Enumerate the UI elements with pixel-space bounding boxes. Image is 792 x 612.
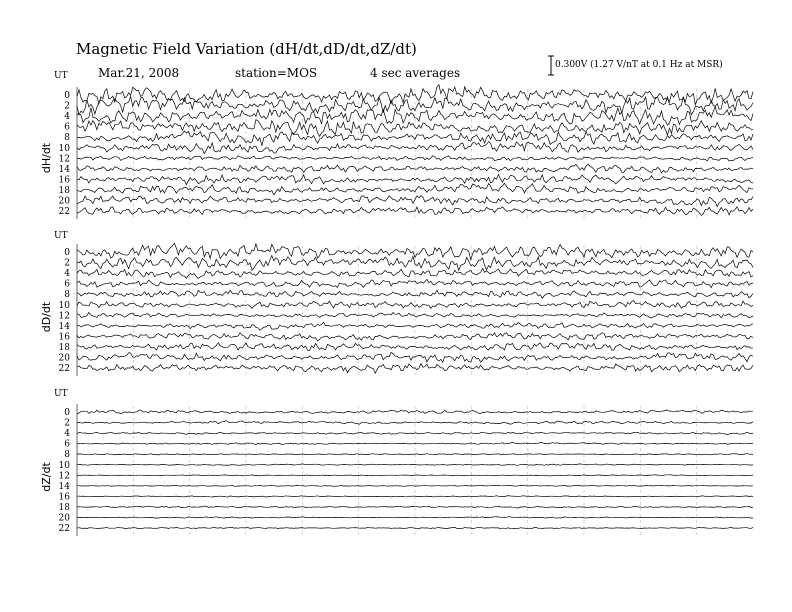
panel-label: dD/dt: [40, 301, 53, 333]
hour-tick-label: 16: [58, 492, 70, 503]
date-label: Mar.21, 2008: [98, 66, 180, 80]
hour-tick-label: 2: [64, 101, 70, 112]
hour-tick-label: 6: [64, 439, 70, 450]
hour-tick-label: 10: [58, 300, 70, 311]
hour-tick-label: 18: [58, 342, 70, 353]
hour-tick-label: 12: [58, 471, 70, 482]
trace-line: [77, 243, 753, 260]
hour-tick-label: 0: [64, 91, 70, 101]
ut-axis-label: UT: [54, 71, 68, 81]
trace-line: [77, 506, 753, 508]
panel-label: dZ/dt: [40, 462, 53, 492]
hour-tick-label: 8: [64, 133, 70, 144]
hour-tick-label: 4: [64, 112, 70, 123]
hour-tick-label: 20: [58, 353, 70, 364]
hour-tick-label: 18: [58, 502, 70, 513]
hour-tick-label: 12: [58, 154, 70, 165]
hour-tick-label: 8: [64, 290, 70, 301]
station-label: station=MOS: [235, 66, 318, 80]
ut-axis-label: UT: [54, 231, 68, 241]
hour-tick-label: 4: [64, 429, 70, 440]
hour-tick-label: 8: [64, 450, 70, 461]
trace-line: [77, 464, 753, 466]
ut-axis-label: UT: [54, 389, 68, 399]
hour-tick-label: 14: [58, 481, 70, 492]
hour-tick-label: 16: [58, 175, 70, 186]
hour-tick-label: 22: [58, 364, 70, 375]
chart-title: Magnetic Field Variation (dH/dt,dD/dt,dZ/dt): [76, 40, 417, 58]
hour-tick-label: 22: [58, 207, 70, 218]
trace-line: [77, 96, 753, 115]
hour-tick-label: 14: [58, 321, 70, 332]
hour-tick-label: 6: [64, 122, 70, 133]
hour-tick-label: 18: [58, 185, 70, 196]
hour-tick-label: 16: [58, 332, 70, 343]
trace-line: [77, 207, 753, 216]
averaging-label: 4 sec averages: [370, 66, 461, 80]
hour-tick-label: 20: [58, 196, 70, 207]
hour-tick-label: 6: [64, 279, 70, 290]
hour-tick-label: 0: [64, 248, 70, 258]
trace-line: [77, 475, 753, 476]
hour-tick-label: 14: [58, 164, 70, 175]
trace-line: [77, 421, 753, 425]
hour-tick-label: 2: [64, 418, 70, 429]
scale-bar-label: 0.300V (1.27 V/nT at 0.1 Hz at MSR): [555, 60, 723, 70]
hour-tick-label: 10: [58, 460, 70, 471]
panel-label: dH/dt: [40, 142, 53, 174]
trace-line: [77, 322, 753, 330]
hour-tick-label: 4: [64, 269, 70, 280]
hour-tick-label: 0: [64, 408, 70, 418]
hour-tick-label: 20: [58, 513, 70, 524]
hour-tick-label: 12: [58, 311, 70, 322]
hour-tick-label: 22: [58, 524, 70, 535]
hour-tick-label: 10: [58, 143, 70, 154]
hour-tick-label: 2: [64, 258, 70, 269]
